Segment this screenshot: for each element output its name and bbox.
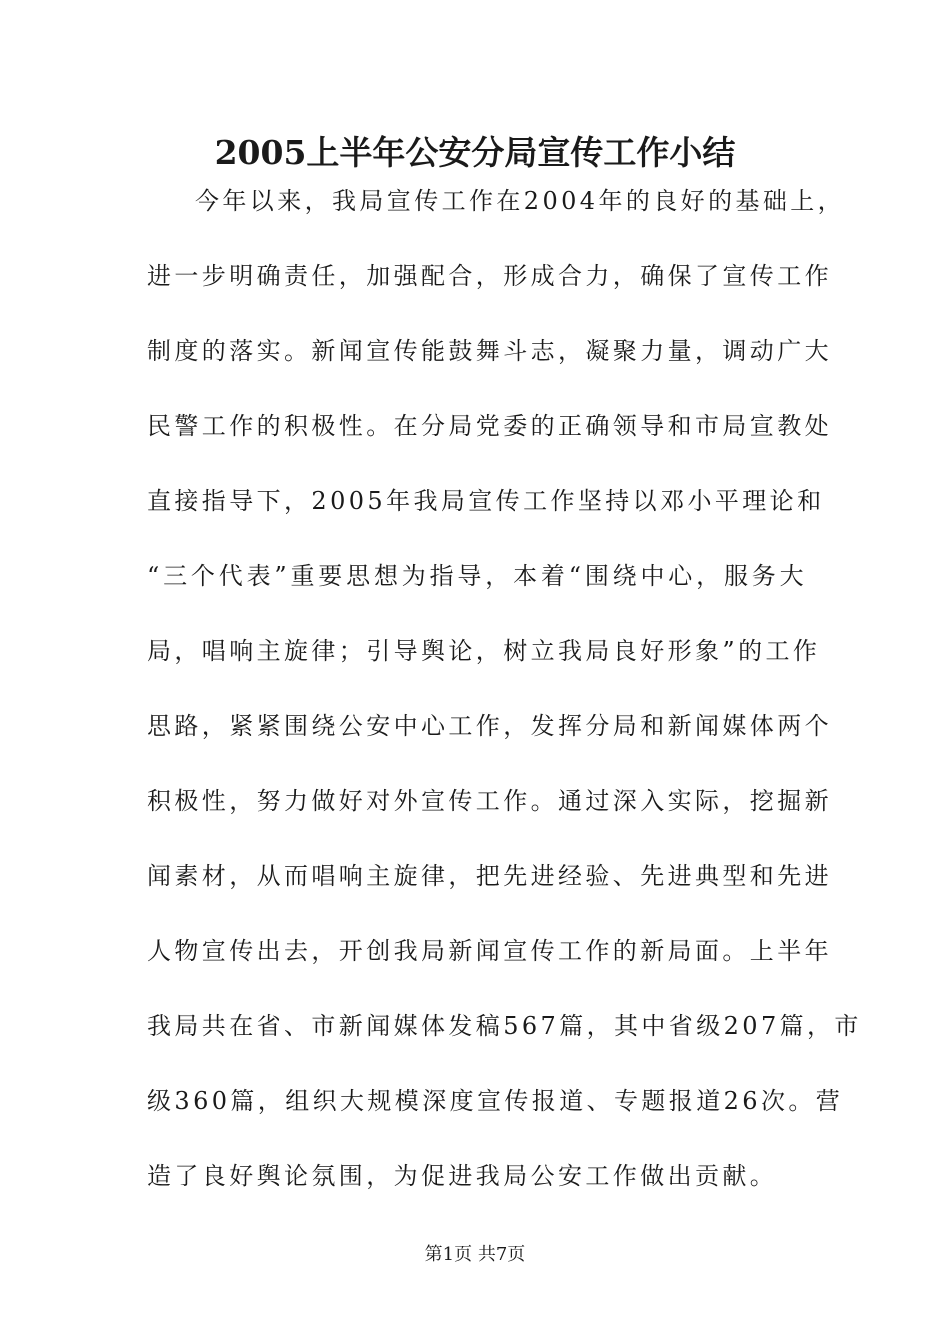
text-line: 直接指导下，2005年我局宣传工作坚持以邓小平理论和 bbox=[147, 487, 825, 515]
text-line: 民警工作的积极性。在分局党委的正确领导和市局宣教处 bbox=[147, 412, 832, 440]
text-line: 造了良好舆论氛围，为促进我局公安工作做出贡献。 bbox=[147, 1162, 778, 1190]
text-line: 思路，紧紧围绕公安中心工作，发挥分局和新闻媒体两个 bbox=[147, 712, 832, 740]
text-line: 积极性，努力做好对外宣传工作。通过深入实际，挖掘新 bbox=[147, 787, 832, 815]
text-line: 进一步明确责任，加强配合，形成合力，确保了宣传工作 bbox=[147, 262, 832, 290]
text-line: 闻素材，从而唱响主旋律，把先进经验、先进典型和先进 bbox=[147, 862, 832, 890]
page-number: 第1页 共7页 bbox=[424, 1244, 526, 1265]
body-text bbox=[147, 178, 862, 1228]
text-line: “三个代表”重要思想为指导，本着“围绕中心，服务大 bbox=[147, 562, 807, 590]
text-line: 今年以来，我局宣传工作在2004年的良好的基础上， bbox=[195, 187, 846, 215]
text-line: 制度的落实。新闻宣传能鼓舞斗志，凝聚力量，调动广大 bbox=[147, 337, 832, 365]
text-line: 人物宣传出去，开创我局新闻宣传工作的新局面。上半年 bbox=[147, 937, 832, 965]
document-title: 2005上半年公安分局宣传工作小结 bbox=[214, 133, 736, 172]
text-line: 我局共在省、市新闻媒体发稿567篇，其中省级207篇，市 bbox=[147, 1012, 862, 1040]
text-line: 级360篇，组织大规模深度宣传报道、专题报道26次。营 bbox=[147, 1087, 844, 1115]
text-line: 局，唱响主旋律；引导舆论，树立我局良好形象”的工作 bbox=[147, 637, 821, 665]
